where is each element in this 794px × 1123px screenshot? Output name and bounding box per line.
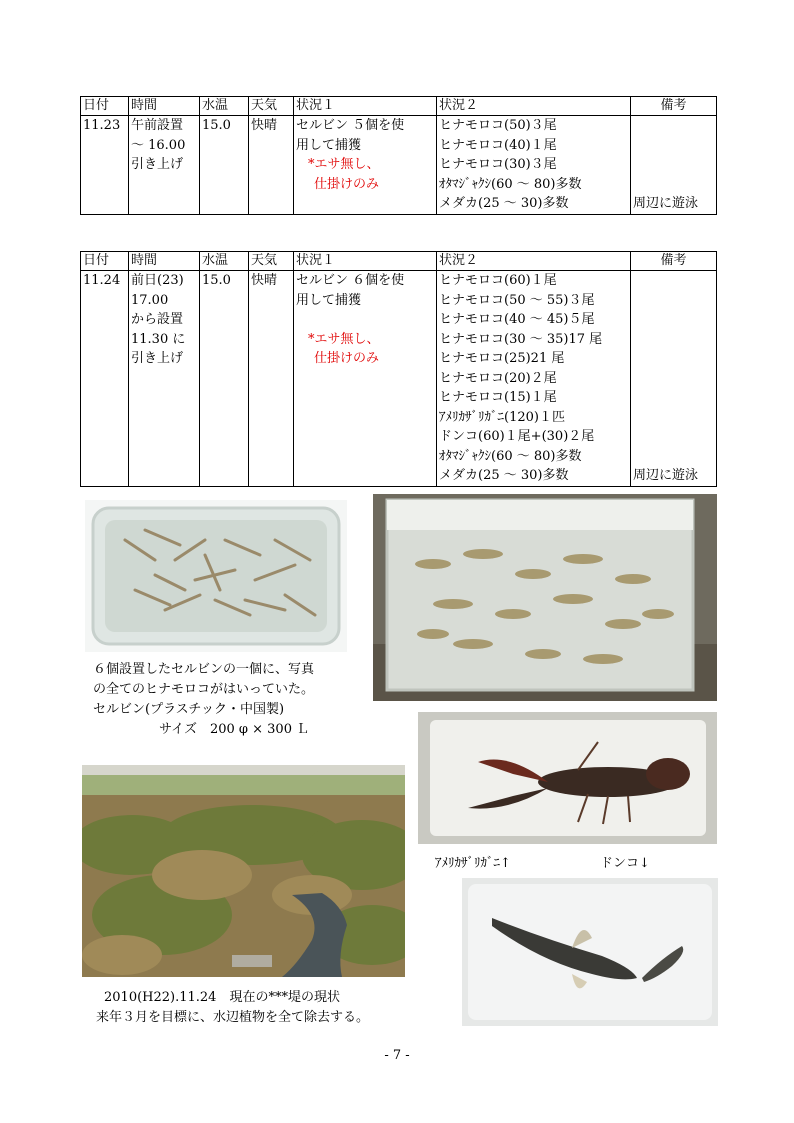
- crayfish-photo: [418, 712, 717, 844]
- status1-note: 仕掛けのみ: [314, 351, 380, 366]
- survey-table-1124: [80, 251, 717, 487]
- catch-line: メダカ(25 ～ 30)多数: [439, 468, 569, 483]
- header-remarks: 備考: [631, 97, 717, 116]
- caption-line: の全てのヒナモロコがはいっていた。: [93, 682, 315, 697]
- header-date: 日付: [81, 97, 129, 116]
- catch-line: ヒナモロコ(25)21 尾: [439, 351, 565, 366]
- caption-line: 2010(H22).11.24 現在の***堤の現状: [104, 990, 340, 1005]
- header-weather: 天気: [249, 252, 294, 271]
- catch-line: ヒナモロコ(40)１尾: [439, 137, 557, 153]
- header-water-temp: 水温: [200, 252, 249, 271]
- caption-line: セルビン(プラスチック・中国製): [93, 702, 285, 717]
- status1-line: セルビン ６個を使: [296, 273, 405, 288]
- catch-line: ヒナモロコ(60)１尾: [439, 273, 557, 288]
- catch-line: ドンコ(60)１尾+(30)２尾: [439, 429, 595, 444]
- cell-status1: [294, 116, 437, 215]
- cell-water-temp: 15.0: [200, 271, 249, 487]
- catch-line: ｱﾒﾘｶｻﾞﾘｶﾞﾆ(120)１匹: [439, 409, 565, 425]
- catch-line: ヒナモロコ(50)３尾: [439, 118, 557, 133]
- cell-weather: 快晴: [249, 116, 294, 215]
- header-remarks: 備考: [631, 252, 717, 271]
- time-line: 午前設置: [131, 118, 184, 133]
- table-row: [81, 116, 717, 215]
- time-line: 引き上げ: [131, 351, 184, 366]
- table-header-row: [81, 252, 717, 271]
- table-row: [81, 271, 717, 487]
- time-line: 引き上げ: [131, 157, 184, 172]
- catch-line: メダカ(25 ～ 30)多数: [439, 196, 569, 211]
- page-number: - 7 -: [384, 1048, 410, 1063]
- status1-note: *エサ無し、: [308, 157, 380, 172]
- time-line: 17.00: [131, 292, 169, 308]
- fish-caption: [93, 660, 314, 740]
- pond-photo: [82, 765, 405, 977]
- catch-line: ヒナモロコ(40 ～ 45)５尾: [439, 312, 595, 327]
- header-status2: 状況２: [437, 252, 631, 271]
- catch-line: ヒナモロコ(20)２尾: [439, 370, 557, 386]
- cell-date: 11.24: [81, 271, 129, 487]
- status1-note: *エサ無し、: [308, 331, 380, 347]
- donko-photo: [462, 878, 718, 1026]
- catch-line: ヒナモロコ(15)１尾: [439, 390, 557, 405]
- catch-line: ヒナモロコ(30)３尾: [439, 157, 557, 172]
- catch-line: ｵﾀﾏｼﾞｬｸｼ(60 ～ 80)多数: [439, 176, 582, 192]
- time-line: から設置: [131, 312, 184, 327]
- cell-date: 11.23: [81, 116, 129, 215]
- table-header-row: [81, 97, 717, 116]
- header-time: 時間: [129, 252, 200, 271]
- cell-water-temp: 15.0: [200, 116, 249, 215]
- status1-line: 用して捕獲: [296, 292, 362, 308]
- crayfish-caption: ｱﾒﾘｶｻﾞﾘｶﾞﾆ↑: [435, 856, 511, 871]
- time-line: 11.30 に: [131, 331, 186, 347]
- header-water-temp: 水温: [200, 97, 249, 116]
- fish-tank-photo: [373, 494, 717, 701]
- cell-time: [129, 116, 200, 215]
- caption-line: 来年３月を目標に、水辺植物を全て除去する。: [96, 1010, 370, 1025]
- caption-line: サイズ 200 φ × 300 Ｌ: [159, 722, 310, 737]
- header-weather: 天気: [249, 97, 294, 116]
- cell-remarks: 周辺に遊泳: [631, 271, 717, 487]
- catch-line: ｵﾀﾏｼﾞｬｸｼ(60 ～ 80)多数: [439, 448, 582, 464]
- donko-caption: ドンコ↓: [600, 856, 650, 871]
- survey-table-1123: [80, 96, 717, 215]
- cell-status1: [294, 271, 437, 487]
- status1-note: 仕掛けのみ: [314, 176, 380, 192]
- time-line: ～ 16.00: [131, 137, 186, 153]
- header-date: 日付: [81, 252, 129, 271]
- cell-time: [129, 271, 200, 487]
- cell-status2: [437, 116, 631, 215]
- catch-line: ヒナモロコ(50 ～ 55)３尾: [439, 292, 595, 308]
- time-line: 前日(23): [131, 273, 184, 288]
- status1-line: セルビン ５個を使: [296, 118, 405, 133]
- catch-line: ヒナモロコ(30 ～ 35)17 尾: [439, 331, 603, 347]
- pond-caption: [96, 988, 370, 1028]
- status1-spacer: [296, 310, 434, 330]
- header-time: 時間: [129, 97, 200, 116]
- fish-container-photo: [85, 500, 347, 652]
- header-status1: 状況１: [294, 252, 437, 271]
- header-status2: 状況２: [437, 97, 631, 116]
- cell-weather: 快晴: [249, 271, 294, 487]
- cell-status2: [437, 271, 631, 487]
- header-status1: 状況１: [294, 97, 437, 116]
- caption-line: ６個設置したセルビンの一個に、写真: [93, 662, 315, 677]
- cell-remarks: 周辺に遊泳: [631, 116, 717, 215]
- status1-line: 用して捕獲: [296, 137, 362, 153]
